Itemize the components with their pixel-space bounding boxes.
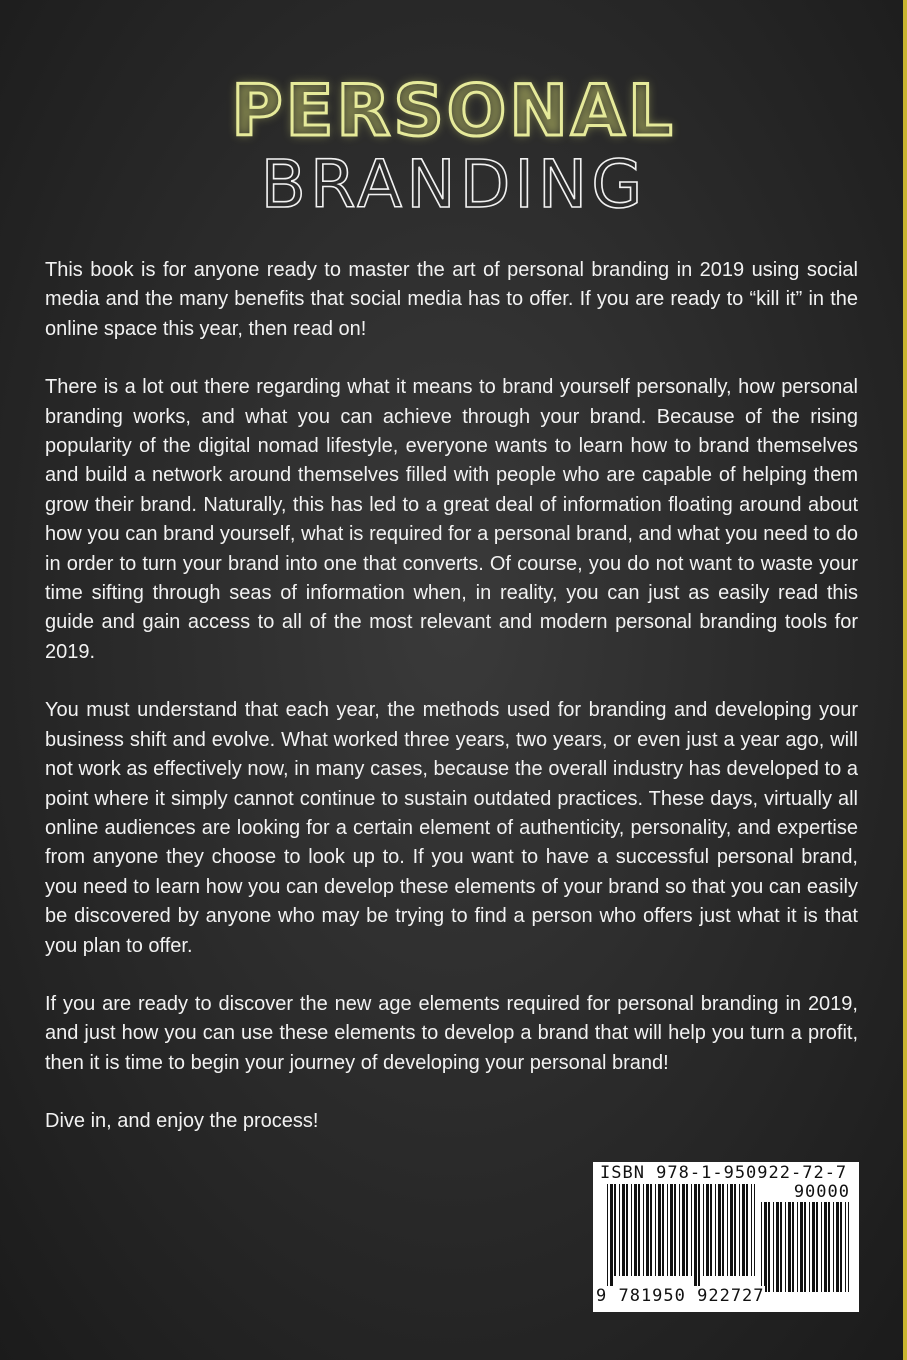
isbn-barcode <box>593 1162 859 1312</box>
barcode-bar <box>706 1184 709 1276</box>
barcode-bar <box>804 1202 806 1292</box>
barcode-bar <box>614 1184 616 1276</box>
barcode-bar <box>751 1184 752 1276</box>
ean-barcode-bars <box>607 1184 755 1286</box>
barcode-bar <box>734 1184 736 1276</box>
barcode-bar <box>710 1184 712 1276</box>
barcode-bar <box>776 1202 779 1292</box>
barcode-bar <box>727 1184 728 1276</box>
barcode-bar <box>622 1184 625 1276</box>
book-description <box>45 256 858 1137</box>
description-paragraph-1: This book is for anyone ready to master the art of personal branding in 2019 using social media and the many benefits that social media has to offer. If you are ready to “kill it” in the online space this year, then read on! <box>45 259 858 340</box>
barcode-bar <box>840 1202 842 1292</box>
barcode-bar <box>754 1184 755 1276</box>
barcode-bar <box>773 1202 774 1292</box>
barcode-bar <box>634 1184 637 1276</box>
barcode-bar <box>674 1184 676 1276</box>
barcode-bar <box>646 1184 649 1276</box>
barcode-bar <box>626 1184 628 1276</box>
barcode-bar <box>742 1184 745 1276</box>
price-code: 90000 <box>793 1182 850 1202</box>
barcode-bar <box>679 1184 680 1276</box>
barcode-bar <box>730 1184 733 1276</box>
barcode-bar <box>761 1202 762 1292</box>
barcode-bar <box>643 1184 644 1276</box>
barcode-bar <box>833 1202 834 1292</box>
barcode-bar <box>836 1202 839 1292</box>
barcode-bar <box>610 1184 613 1286</box>
barcode-bar <box>797 1202 798 1292</box>
ean-digits: 9 781950 922727 <box>596 1286 765 1306</box>
barcode-bar <box>828 1202 830 1292</box>
description-paragraph-4: If you are ready to discover the new age elements required for personal branding in 2019, and just how you can use these elements to develop a brand that will help you turn a profit, then it is time to begin your journey of developing your personal brand! <box>45 992 858 1074</box>
barcode-bar <box>768 1202 770 1292</box>
barcode-bar <box>691 1184 692 1276</box>
barcode-bar <box>703 1184 704 1276</box>
barcode-bar <box>658 1184 661 1276</box>
title-line-personal: PERSONAL <box>231 70 676 152</box>
barcode-bar <box>809 1202 810 1292</box>
barcode-bar <box>655 1184 656 1276</box>
title-line-branding: BRANDING <box>260 146 647 223</box>
barcode-bar <box>746 1184 748 1276</box>
barcode-bar <box>667 1184 668 1276</box>
barcode-bar <box>722 1184 724 1276</box>
barcode-bar <box>848 1202 849 1292</box>
barcode-bar <box>619 1184 620 1276</box>
barcode-bar <box>631 1184 632 1276</box>
barcode-bar <box>670 1184 673 1276</box>
barcode-bar <box>607 1184 608 1286</box>
barcode-bar <box>816 1202 818 1292</box>
description-paragraph-5: Dive in, and enjoy the process! <box>45 1110 319 1133</box>
barcode-bar <box>824 1202 827 1292</box>
barcode-bar <box>764 1202 767 1292</box>
price-addon-barcode-bars <box>761 1202 849 1302</box>
barcode-bar <box>788 1202 791 1292</box>
barcode-bar <box>715 1184 716 1276</box>
barcode-bar <box>682 1184 685 1276</box>
barcode-bar <box>718 1184 721 1276</box>
barcode-bar <box>650 1184 652 1276</box>
barcode-bar <box>821 1202 822 1292</box>
barcode-bar <box>785 1202 786 1292</box>
barcode-bar <box>800 1202 803 1292</box>
barcode-bar <box>739 1184 740 1276</box>
barcode-bar <box>698 1184 700 1286</box>
description-paragraph-2: There is a lot out there regarding what it means to brand yourself personally, how personal branding works, and what you can achieve through your brand. Because of the rising popularity of the digital nomad lifestyle, everyone wants to learn how to brand themselves and build a network around themselves filled with people who are capable of helping them grow their brand. Naturally, this has led to a great deal of information floating around about how you can brand yourself, what is required for a personal brand, and what you need to do in order to turn your brand into one that converts. Of course, you do not want to waste your time sifting through seas of information when, in reality, you can just as easily read this guide and gain access to all of the most relevant and modern personal branding tools for 2019. <box>45 376 858 663</box>
barcode-bar <box>638 1184 640 1276</box>
barcode-bar <box>812 1202 815 1292</box>
cover-title <box>0 70 907 223</box>
barcode-bar <box>780 1202 782 1292</box>
barcode-bar <box>845 1202 846 1292</box>
barcode-bar <box>792 1202 794 1292</box>
description-paragraph-3: You must understand that each year, the methods used for branding and developing your business shift and evolve. What worked three years, two years, or even just a year ago, will not work as effectively now, in many cases, because the overall industry has developed to a point where it simply cannot continue to sustain outdated practices. These days, virtually all online audiences are looking for a certain element of authenticity, personality, and expertise from anyone they choose to look up to. If you want to have a successful personal brand, you need to learn how you can develop these elements of your brand so that you can easily be discovered by anyone who may be trying to find a person who offers just what it is that you plan to offer. <box>45 699 858 957</box>
barcode-bar <box>662 1184 664 1276</box>
isbn-label: ISBN 978-1-950922-72-7 <box>600 1163 848 1183</box>
barcode-bar <box>694 1184 697 1286</box>
barcode-bar <box>686 1184 688 1276</box>
